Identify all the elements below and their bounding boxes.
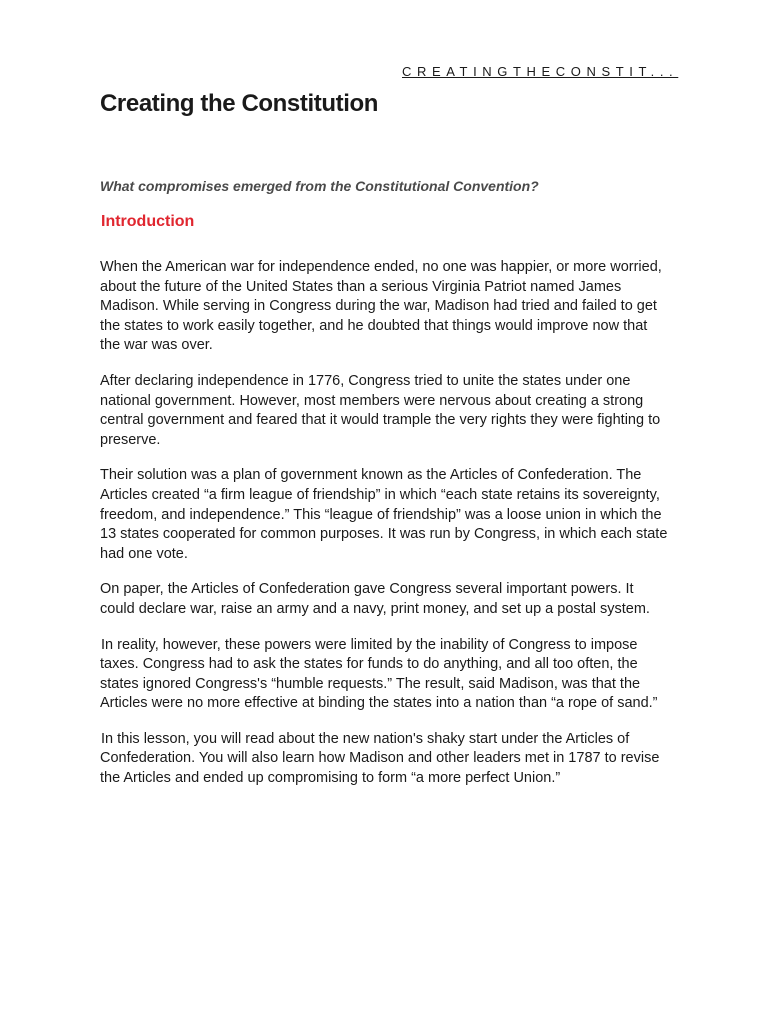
essential-question: What compromises emerged from the Constitutional Convention?	[100, 178, 539, 194]
paragraph: After declaring independence in 1776, Congress tried to unite the states under one national government. However, most members were nervous about creating a strong central government and feared that it would trample the very rights they were fighting to preserve.	[100, 372, 661, 448]
article-body	[100, 258, 670, 805]
paragraph: In reality, however, these powers were limited by the inability of Congress to impose taxes. Congress had to ask the states for funds to do anything, and all too often, the states ignored Congress's “humble requests.” The result, said Madison, was that the Articles were no more effective at binding the states into a nation than “a rope of sand.”	[100, 636, 658, 712]
paragraph: When the American war for independence ended, no one was happier, or more worried, about the future of the United States than a serious Virginia Patriot named James Madison. While serving in Congress during the war, Madison had tried and failed to get the states to work easily together, and he doubted that things would improve now that the war was over.	[100, 259, 662, 354]
paragraph: On paper, the Articles of Confederation gave Congress several important powers. It could declare war, raise an army and a navy, print money, and set up a postal system.	[100, 581, 650, 617]
paragraph: Their solution was a plan of government known as the Articles of Confederation. The Articles created “a firm league of friendship” in which “each state retains its sovereignty, freedom, and independence.” This “league of friendship” was a loose union in which the 13 states cooperated for common purposes. It was run by Congress, in which each state had one vote.	[100, 467, 668, 562]
page-title: Creating the Constitution	[100, 90, 378, 117]
paragraph: In this lesson, you will read about the new nation's shaky start under the Articles of Confederation. You will also learn how Madison and other leaders met in 1787 to revise the Articles and ended up compromising to form “a more perfect Union.”	[100, 730, 660, 787]
section-heading-introduction: Introduction	[101, 213, 195, 230]
running-header[interactable]: CREATINGTHECONSTIT...	[402, 64, 679, 79]
